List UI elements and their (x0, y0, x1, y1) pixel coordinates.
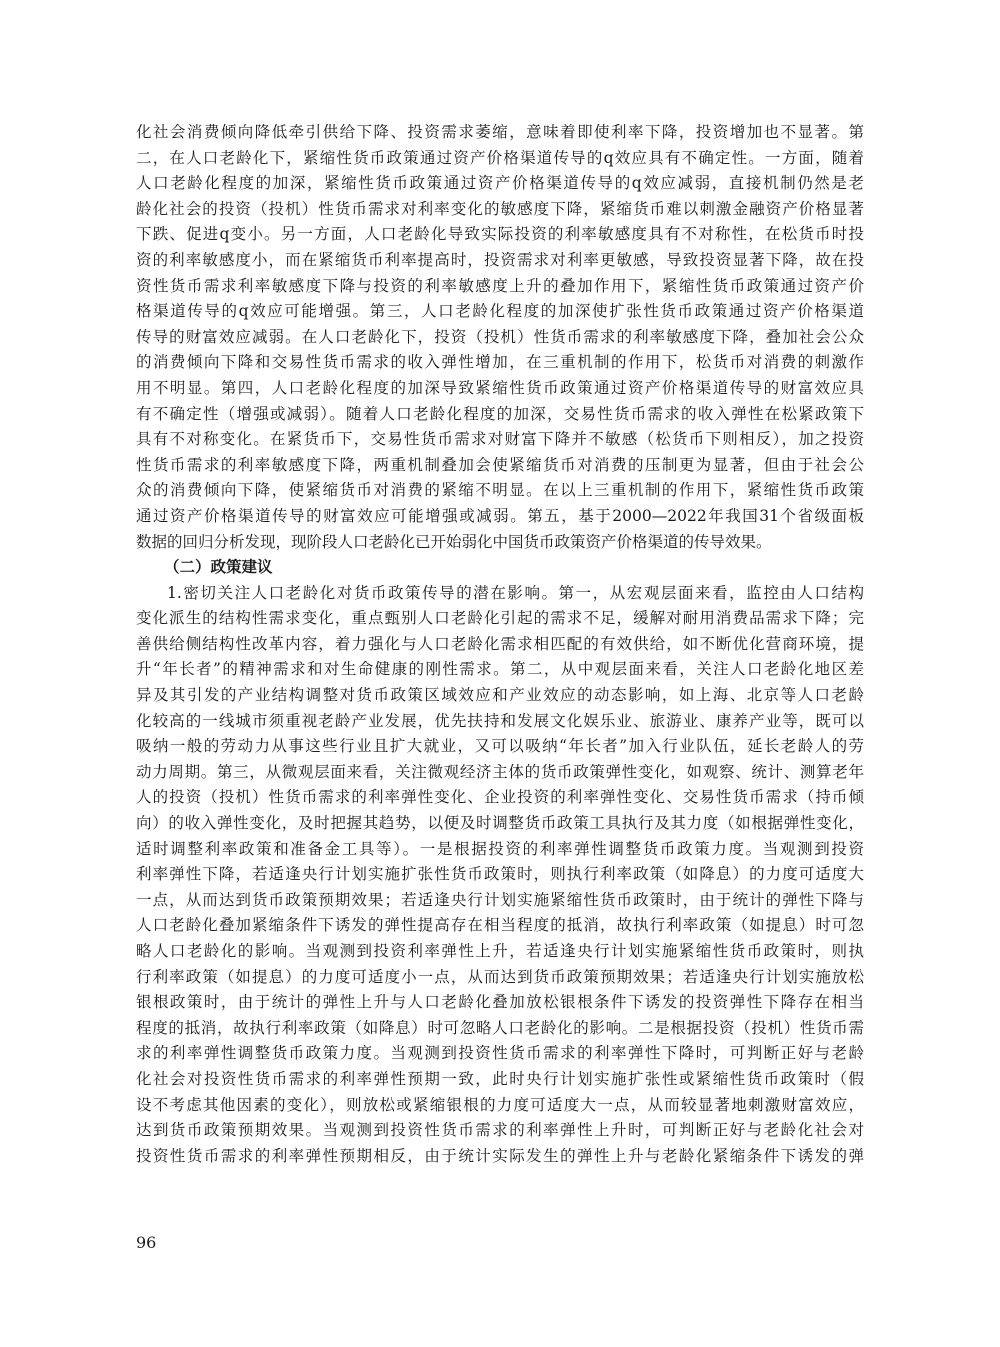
text-line: 达到货币政策预期效果。当观测到投资性货币需求的利率弹性上升时，可判断正好与老龄化社会对 (136, 1121, 864, 1140)
text-line: 资性货币需求利率敏感度下降与投资的利率敏感度上升的叠加作用下，紧缩性货币政策通过资产价 (136, 276, 864, 295)
text-line: 升“年长者”的精神需求和对生命健康的刚性需求。第二，从中观层面来看，关注人口老龄化地区差 (136, 660, 864, 679)
text-line: 人的投资（投机）性货币需求的利率弹性变化、企业投资的利率弹性变化、交易性货币需求（持币倾 (136, 788, 864, 807)
text-line: 银根政策时，由于统计的弹性上升与人口老龄化叠加放松银根条件下诱发的投资弹性下降存在相当 (136, 993, 864, 1012)
text-line: 利率弹性下降，若适逢央行计划实施扩张性货币政策时，则执行利率政策（如降息）的力度可适度大 (136, 865, 864, 884)
text-line: 众的消费倾向下降，使紧缩货币对消费的紧缩不明显。在以上三重机制的作用下，紧缩性货币政策 (136, 481, 864, 500)
text-line: 适时调整利率政策和准备金工具等）。一是根据投资的利率弹性调整货币政策力度。当观测到投资 (136, 839, 864, 858)
text-line: 变化派生的结构性需求变化，重点甄别人口老龄化引起的需求不足，缓解对耐用消费品需求下降；完 (136, 609, 864, 628)
text-line: 行利率政策（如提息）的力度可适度小一点，从而达到货币政策预期效果；若适逢央行计划实施放松 (136, 967, 864, 986)
page-number: 96 (136, 1233, 157, 1252)
text-line: 传导的财富效应减弱。在人口老龄化下，投资（投机）性货币需求的利率敏感度下降，叠加社会公众 (136, 327, 864, 346)
text-line: 化社会消费倾向降低牵引供给下降、投资需求萎缩，意味着即使利率下降，投资增加也不显著。第 (136, 123, 864, 141)
text-line: 设不考虑其他因素的变化），则放松或紧缩银根的力度可适度大一点，从而较显著地刺激财富效应， (136, 1095, 864, 1114)
text-line: 通过资产价格渠道传导的财富效应可能增强或减弱。第五，基于2000—2022年我国31个省级面板 (136, 506, 864, 525)
paragraph-policy-suggestions (136, 581, 864, 1170)
text-line: 人口老龄化程度的加深，紧缩性货币政策通过资产价格渠道传导的q效应减弱，直接机制仍然是老 (136, 174, 864, 193)
text-line: 投资性货币需求的利率弹性预期相反，由于统计实际发生的弹性上升与老龄化紧缩条件下诱发的弹 (136, 1146, 864, 1165)
text-line: 性货币需求的利率敏感度下降，两重机制叠加会使紧缩货币对消费的压制更为显著，但由于社会公 (136, 455, 864, 474)
paragraph-conclusions (136, 120, 864, 555)
text-line: 程度的抵消，故执行利率政策（如降息）时可忽略人口老龄化的影响。二是根据投资（投机）性货币需 (136, 1018, 864, 1037)
text-line: 化社会对投资性货币需求的利率弹性预期一致，此时央行计划实施扩张性或紧缩性货币政策时（假 (136, 1069, 864, 1088)
text-line: 用不明显。第四，人口老龄化程度的加深导致紧缩性货币政策通过资产价格渠道传导的财富效应具 (136, 378, 864, 397)
text-line: 向）的收入弹性变化，及时把握其趋势，以便及时调整货币政策工具执行及其力度（如根据弹性变化， (136, 814, 864, 833)
text-line: 异及其引发的产业结构调整对货币政策区域效应和产业效应的动态影响，如上海、北京等人口老龄 (136, 686, 864, 705)
text-line: 善供给侧结构性改革内容，着力强化与人口老龄化需求相匹配的有效供给，如不断优化营商环境，提 (136, 634, 864, 653)
text-line: 资的利率敏感度小，而在紧缩货币利率提高时，投资需求对利率更敏感，导致投资显著下降，故在投 (136, 250, 864, 269)
text-line: 下跌、促进q变小。另一方面，人口老龄化导致实际投资的利率敏感度具有不对称性，在松货币时投 (136, 225, 864, 244)
text-line: 二，在人口老龄化下，紧缩性货币政策通过资产价格渠道传导的q效应具有不确定性。一方面，随着 (136, 148, 864, 167)
text-line: 的消费倾向下降和交易性货币需求的收入弹性增加，在三重机制的作用下，松货币对消费的刺激作 (136, 353, 864, 372)
text-line: 化较高的一线城市须重视老龄产业发展，优先扶持和发展文化娱乐业、旅游业、康养产业等，既可以 (136, 711, 864, 730)
text-line: 数据的回归分析发现，现阶段人口老龄化已开始弱化中国货币政策资产价格渠道的传导效果。 (136, 532, 772, 551)
text-line: 具有不对称变化。在紧货币下，交易性货币需求对财富下降并不敏感（松货币下则相反），加之投资 (136, 430, 864, 449)
text-line: 略人口老龄化的影响。当观测到投资利率弹性上升，若适逢央行计划实施紧缩性货币政策时，则执 (136, 942, 864, 960)
text-line: 求的利率弹性调整货币政策力度。当观测到投资性货币需求的利率弹性下降时，可判断正好与老龄 (136, 1044, 864, 1063)
text-line: 人口老龄化叠加紧缩条件下诱发的弹性提高存在相当程度的抵消，故执行利率政策（如提息）时可忽 (136, 916, 864, 935)
text-line: 动力周期。第三，从微观层面来看，关注微观经济主体的货币政策弹性变化，如观察、统计、测算老年 (136, 762, 864, 781)
text-line: 一点，从而达到货币政策预期效果；若适逢央行计划实施紧缩性货币政策时，由于统计的弹性下降与 (136, 890, 864, 909)
section-heading: （二）政策建议 (164, 558, 273, 577)
body-text-block (136, 120, 864, 1169)
text-line: 格渠道传导的q效应可能增强。第三，人口老龄化程度的加深使扩张性货币政策通过资产价格渠道 (136, 302, 864, 321)
text-line: 1.密切关注人口老龄化对货币政策传导的潜在影响。第一，从宏观层面来看，监控由人口结构 (167, 583, 864, 602)
text-line: 龄化社会的投资（投机）性货币需求对利率变化的敏感度下降，紧缩货币难以刺激金融资产价格显著 (136, 199, 864, 218)
text-line: 吸纳一般的劳动力从事这些行业且扩大就业，又可以吸纳“年长者”加入行业队伍，延长老龄人的劳 (136, 737, 864, 756)
text-line: 有不确定性（增强或减弱）。随着人口老龄化程度的加深，交易性货币需求的收入弹性在松紧政策下 (136, 404, 864, 423)
